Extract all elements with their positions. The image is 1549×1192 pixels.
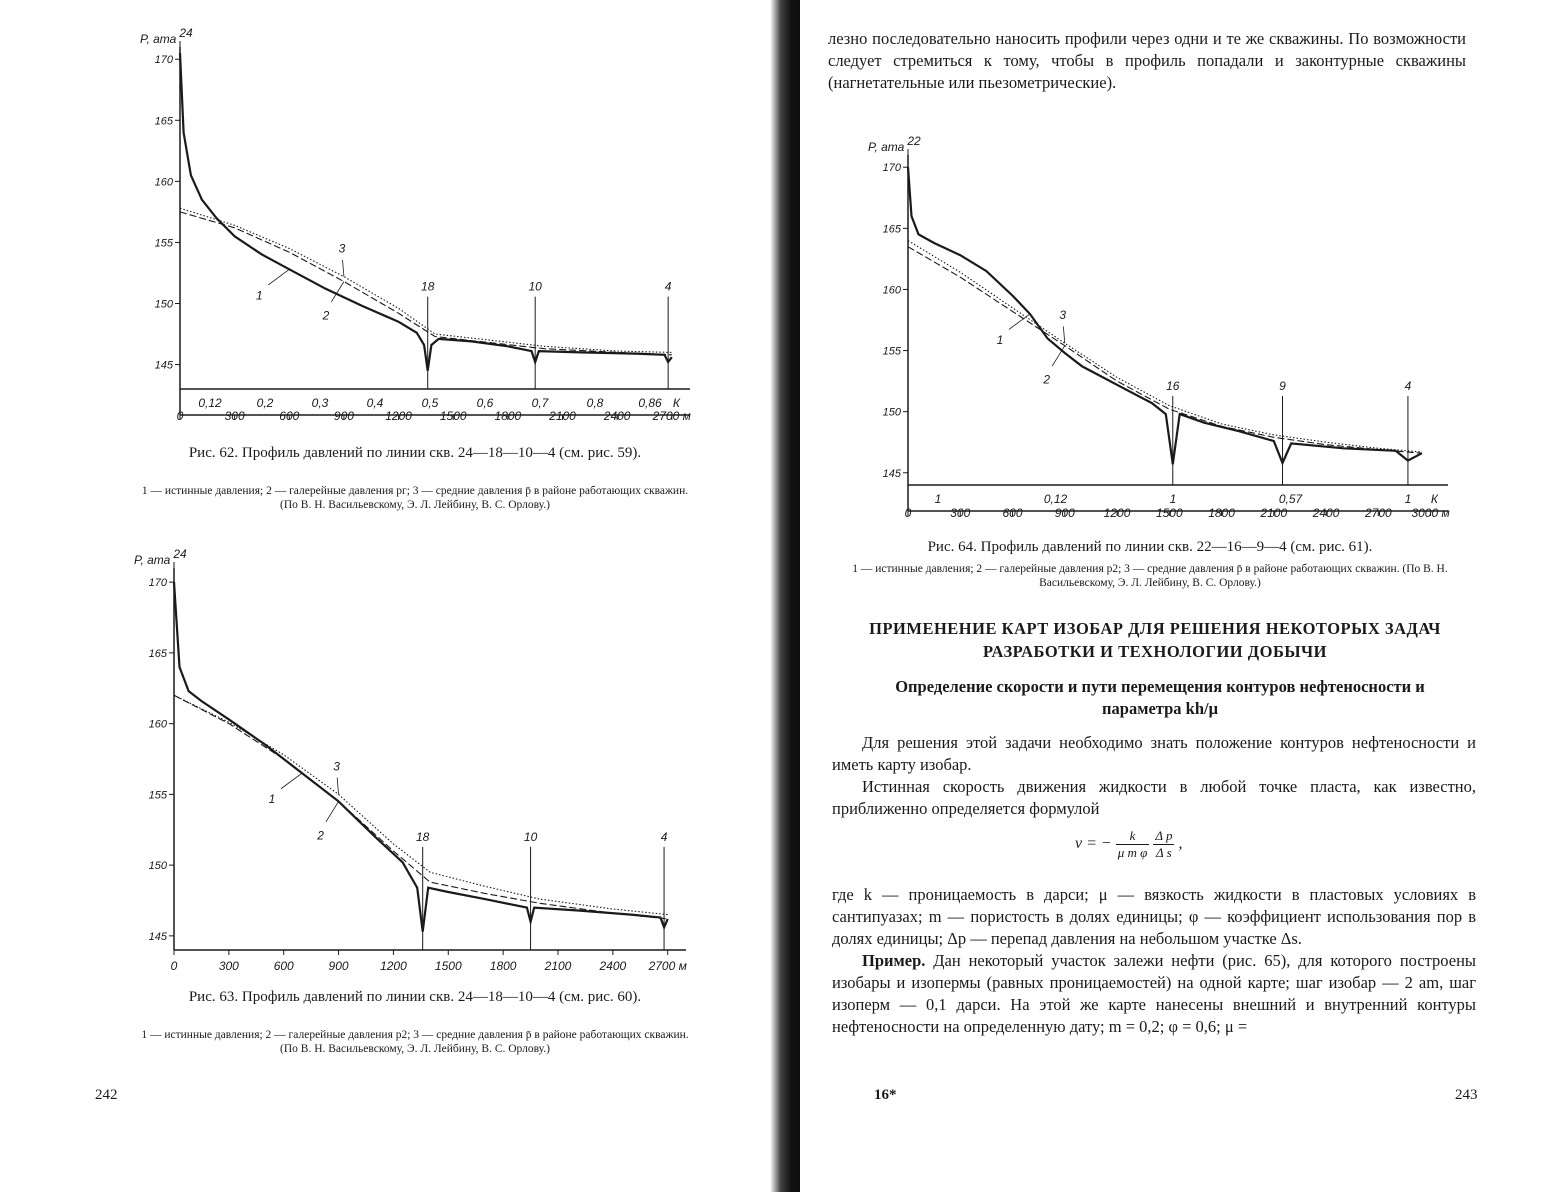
y-tick-label: 150: [154, 298, 173, 311]
well-label: 10: [528, 279, 542, 294]
k-unit-label: К: [672, 396, 680, 410]
x-tick-label: 2400: [1312, 506, 1340, 520]
x-tick-label: 2700 м: [648, 959, 687, 973]
series-line-1: [180, 53, 672, 371]
paragraph-4-text: Дан некоторый участок залежи нефти (рис. 65), для которого построены изобары и изопермы (равных проницаемостей) на одной карте; шаг изобар — 2 am, шаг изоперм — 0,1 дарси. На этой же карте нанесены внешний и внутренний контуры нефтеносности на определенную дату; m = 0,2; φ = 0,6; μ =: [832, 951, 1476, 1036]
y-tick-label: 155: [154, 237, 173, 250]
x-tick-label: 300: [950, 506, 971, 520]
series-line-3: [908, 241, 1422, 452]
signature-mark: 16*: [874, 1087, 897, 1103]
well-label: 24: [173, 547, 187, 561]
y-axis-label: P, ата: [868, 140, 905, 154]
k-unit-label: К: [1430, 492, 1438, 506]
series-label-3: 3: [338, 241, 346, 256]
k-label: 0,12: [1043, 492, 1068, 506]
y-axis-label: P, ата: [134, 553, 171, 567]
y-tick-label: 145: [154, 359, 173, 372]
y-tick-label: 160: [148, 718, 167, 731]
velocity-formula: [1075, 828, 1182, 861]
x-tick-label: 2100: [549, 409, 576, 423]
paragraph-4: [832, 950, 1476, 1038]
series-line-3: [174, 695, 668, 914]
y-tick-label: 170: [154, 54, 173, 67]
k-label: 0,8: [586, 396, 604, 410]
series-leader-3: [337, 778, 338, 795]
series-label-2: 2: [317, 828, 324, 843]
x-tick-label: 1800: [489, 959, 517, 973]
y-tick-label: 155: [882, 345, 901, 358]
formula-frac1-numerator: k: [1116, 828, 1150, 845]
paragraph-4-lead: Пример.: [862, 951, 926, 970]
series-leader-3: [343, 260, 344, 277]
formula-tail: ,: [1178, 835, 1183, 853]
y-tick-label: 165: [148, 647, 167, 660]
well-label: 10: [523, 829, 538, 844]
page-number-right: 243: [1455, 1087, 1478, 1103]
series-label-2: 2: [1043, 372, 1051, 387]
y-tick-label: 145: [882, 467, 901, 480]
well-label: 4: [664, 279, 672, 294]
x-tick-label: 0: [176, 409, 184, 423]
k-label: 0,3: [311, 396, 329, 410]
chart-fig63: [110, 538, 720, 980]
x-tick-label: 1500: [434, 959, 462, 973]
well-label: 16: [1166, 378, 1180, 393]
x-tick-label: 0: [170, 959, 178, 973]
fig64-note: 1 — истинные давления; 2 — галерейные давления p2; 3 — средние давления p̄ в районе работающих скважин. (По В. Н. Васильевскому, Э. Л. Лейбину, В. С. Орлову.): [852, 563, 1448, 589]
x-tick-label: 1200: [380, 959, 407, 973]
x-tick-label: 3000 м: [1411, 506, 1450, 520]
x-tick-label: 1500: [1155, 506, 1183, 520]
x-tick-label: 1500: [439, 409, 467, 423]
series-line-2: [174, 695, 668, 919]
well-label: 18: [416, 829, 430, 844]
x-tick-label: 900: [1054, 506, 1075, 520]
x-tick-label: 2100: [1260, 506, 1288, 520]
fig63-caption: Рис. 63. Профиль давлений по линии скв. 24—18—10—4 (см. рис. 60).: [188, 989, 642, 1005]
paragraph-3: где k — проницаемость в дарси; μ — вязкость жидкости в пластовых условиях в сантипуазах; m — пористость в долях единицы; φ — коэффициент использования пор в долях единицы; Δp — перепад давления на небольшом участке Δs.: [832, 885, 1476, 948]
series-leader-3: [1063, 326, 1064, 343]
k-label: 0,6: [476, 396, 494, 410]
body-paragraphs-1: [832, 732, 1476, 820]
y-tick-label: 155: [148, 789, 167, 802]
series-label-2: 2: [322, 308, 330, 323]
fig64-caption: Рис. 64. Профиль давлений по линии скв. 22—16—9—4 (см. рис. 61).: [927, 539, 1373, 555]
well-label: 4: [1404, 378, 1412, 393]
series-label-1: 1: [996, 332, 1004, 347]
paragraph-1: Для решения этой задачи необходимо знать положение контуров нефтеносности и иметь карту изобар.: [832, 733, 1476, 774]
y-tick-label: 165: [154, 115, 173, 128]
x-tick-label: 600: [1002, 506, 1023, 520]
k-label: 1: [934, 492, 942, 506]
x-tick-label: 2100: [544, 959, 572, 973]
subsection-heading: Определение скорости и пути перемещения контуров нефтеносности и параметра kh/μ: [895, 677, 1425, 718]
formula-fraction-2: [1153, 828, 1174, 861]
series-label-3: 3: [1059, 308, 1067, 323]
x-tick-label: 300: [218, 959, 239, 973]
k-label: 1: [1169, 492, 1177, 506]
intro-paragraph: лезно последовательно наносить профили через одни и те же скважины. По возможности следует стремиться к тому, чтобы в профиль попадали и законтурные скважины (нагнетательные или пьезометрические).: [828, 29, 1466, 92]
paragraph-2: Истинная скорость движения жидкости в любой точке пласта, как известно, приближенно определяется формулой: [832, 777, 1476, 818]
series-line-1: [908, 167, 1422, 464]
k-label: 0,12: [198, 396, 222, 410]
y-tick-label: 165: [882, 223, 901, 236]
x-tick-label: 1200: [1103, 506, 1131, 520]
k-label: 0,86: [638, 396, 662, 410]
series-label-3: 3: [333, 759, 340, 774]
x-tick-label: 1200: [385, 409, 412, 423]
y-tick-label: 160: [154, 176, 173, 189]
section-heading: ПРИМЕНЕНИЕ КАРТ ИЗОБАР ДЛЯ РЕШЕНИЯ НЕКОТОРЫХ ЗАДАЧ РАЗРАБОТКИ И ТЕХНОЛОГИИ ДОБЫЧИ: [869, 619, 1441, 661]
x-tick-label: 2400: [599, 959, 627, 973]
y-tick-label: 150: [882, 406, 901, 419]
series-leader-1: [281, 773, 302, 789]
k-label: 0,5: [421, 396, 439, 410]
y-tick-label: 170: [148, 577, 167, 590]
k-label: 0,7: [531, 396, 549, 410]
k-label: 1: [1404, 492, 1412, 506]
body-paragraphs-2: [832, 884, 1476, 1038]
right-page: [800, 0, 1549, 1192]
y-tick-label: 145: [148, 930, 167, 943]
k-label: 0,4: [366, 396, 384, 410]
x-tick-label: 2700 м: [652, 409, 691, 423]
series-leader-2: [326, 801, 339, 821]
fig62-caption: Рис. 62. Профиль давлений по линии скв. 24—18—10—4 (см. рис. 59).: [188, 445, 642, 461]
y-tick-label: 160: [882, 284, 901, 297]
series-leader-1: [268, 269, 289, 285]
x-tick-label: 1800: [1208, 506, 1235, 520]
x-tick-label: 900: [333, 409, 354, 423]
series-label-1: 1: [255, 288, 263, 303]
formula-frac2-numerator: Δ p: [1155, 828, 1173, 843]
chart-fig62: [120, 25, 720, 435]
x-tick-label: 900: [328, 959, 349, 973]
formula-frac2-denominator: Δ s: [1156, 845, 1172, 860]
x-tick-label: 0: [904, 506, 912, 520]
x-tick-label: 1800: [494, 409, 522, 423]
formula-fraction-1: [1116, 828, 1150, 861]
page-number-left: 242: [95, 1087, 118, 1103]
y-tick-label: 150: [148, 860, 167, 873]
k-label: 0,57: [1278, 492, 1303, 506]
x-tick-label: 600: [279, 409, 300, 423]
well-label: 18: [421, 279, 435, 294]
series-line-1: [174, 582, 668, 932]
well-label: 24: [179, 26, 193, 40]
series-line-2: [908, 247, 1422, 454]
formula-lhs: v = −: [1075, 835, 1112, 853]
well-label: 22: [907, 134, 921, 148]
y-tick-label: 170: [882, 162, 901, 175]
well-label: 9: [1279, 378, 1286, 393]
x-tick-label: 2700: [1364, 506, 1392, 520]
x-tick-label: 2400: [603, 409, 631, 423]
fig62-note: 1 — истинные давления; 2 — галерейные давления pг; 3 — средние давления p̄ в районе работающих скважин. (По В. Н. Васильевскому, Э. Л. Лейбину, В. С. Орлову.): [141, 485, 689, 511]
x-tick-label: 600: [273, 959, 294, 973]
k-label: 0,2: [256, 396, 274, 410]
well-label: 4: [660, 829, 668, 844]
series-label-1: 1: [268, 792, 276, 807]
fig63-note: 1 — истинные давления; 2 — галерейные давления p2; 3 — средние давления p̄ в районе работающих скважин. (По В. Н. Васильевскому, Э. Л. Лейбину, В. С. Орлову.): [141, 1029, 689, 1055]
formula-frac1-denominator: μ m φ: [1117, 845, 1148, 860]
y-axis-label: P, ата: [140, 32, 177, 46]
chart-fig64: [860, 125, 1470, 535]
x-tick-label: 300: [224, 409, 245, 423]
